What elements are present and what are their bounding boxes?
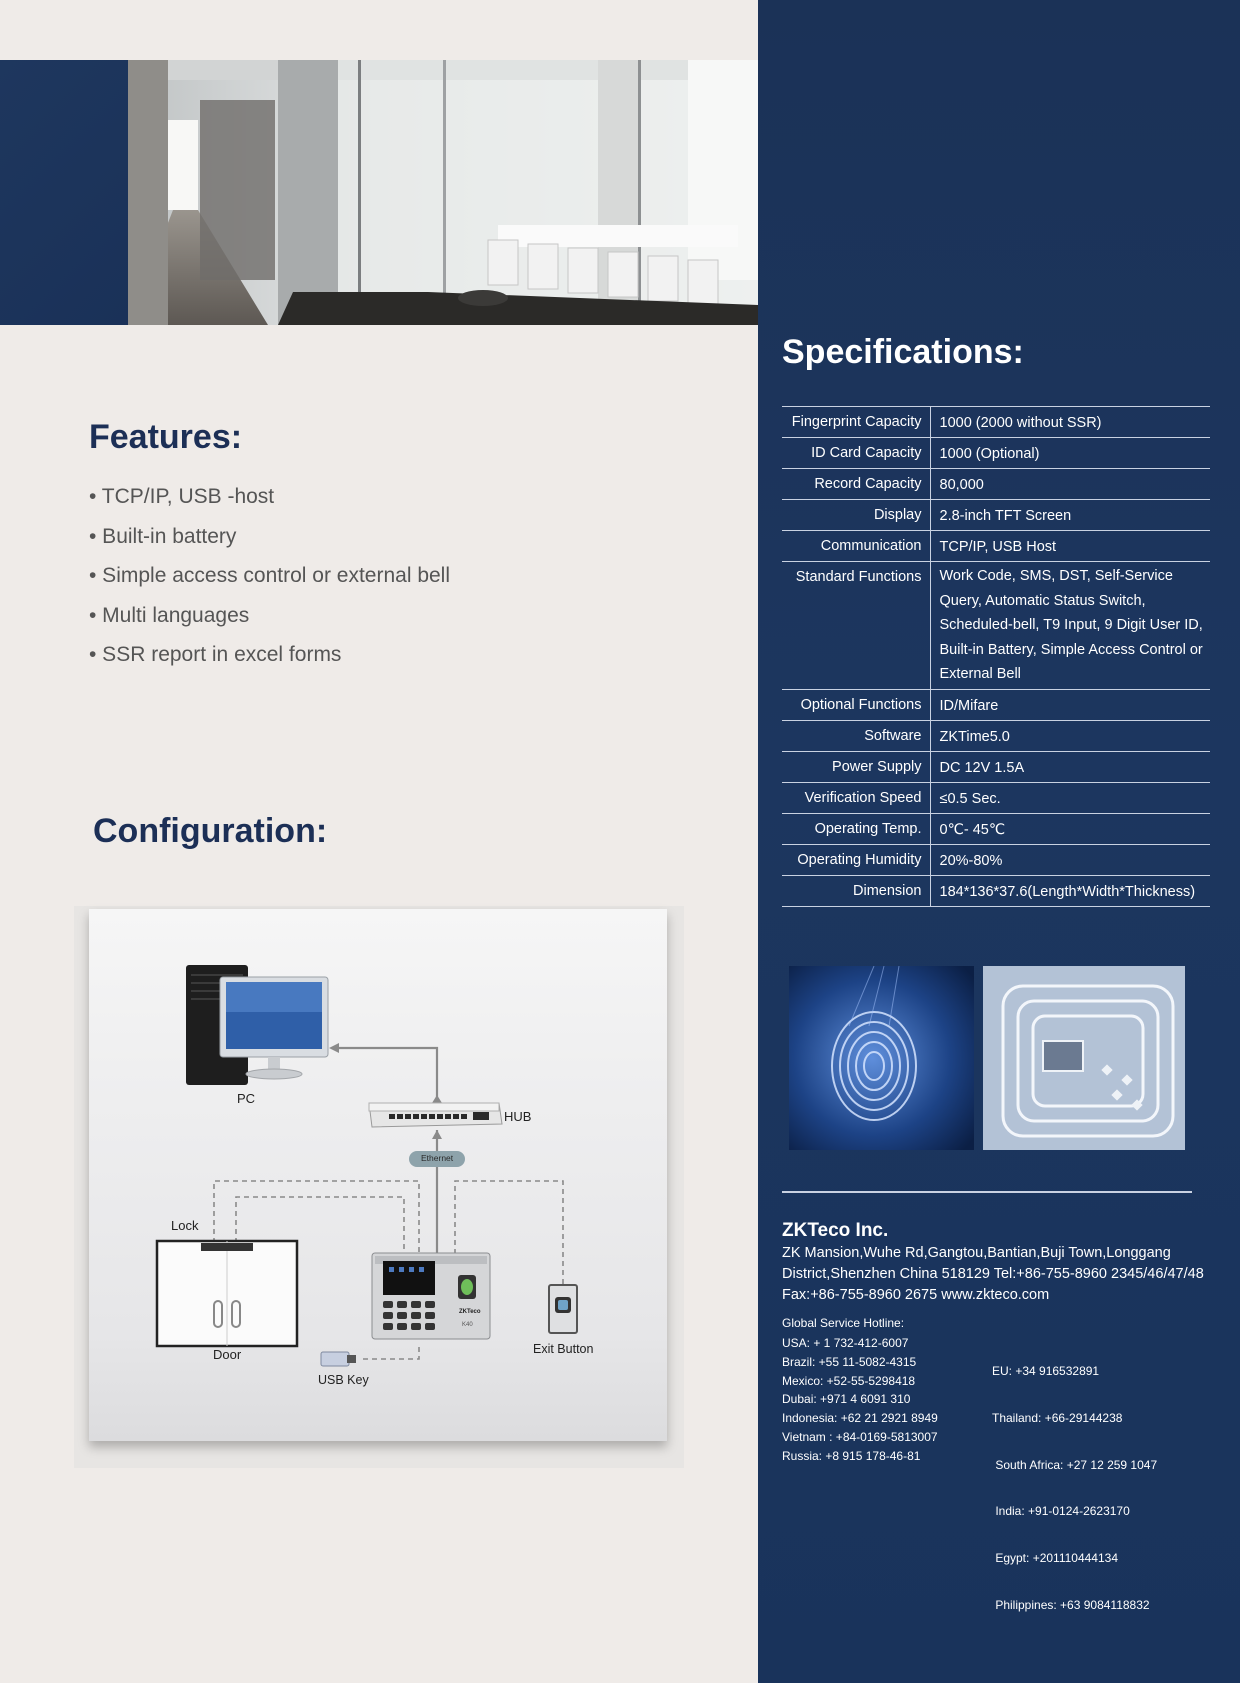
list-item: Thailand: +66-29144238 [992,1410,1123,1425]
table-row [782,689,1210,720]
list-item: Mexico: +52-55-5298418 [782,1373,916,1388]
spec-value: ≤0.5 Sec. [930,782,1210,813]
list-item: Brazil: +55 11-5082-4315 [782,1354,917,1369]
hotline-list-left [782,1335,938,1467]
list-item: • TCP/IP, USB -host [89,485,275,508]
table-row [782,469,1210,500]
spec-label: Standard Functions [782,562,930,690]
table-row [782,720,1210,751]
table-row [782,407,1210,438]
door-icon [157,1241,297,1346]
list-item: Indonesia: +62 21 2921 8949 [782,1411,938,1426]
device-model-label: K40 [462,1322,473,1328]
list-item: Egypt: +201110444134 [992,1551,1118,1566]
list-item: • Built-in battery [89,524,237,548]
spec-value: 2.8-inch TFT Screen [930,500,1210,531]
table-row [782,782,1210,813]
hub-label: HUB [504,1109,532,1124]
exit-button-label: Exit Button [533,1342,594,1356]
spec-label: Power Supply [782,751,930,782]
spec-label: ID Card Capacity [782,438,930,469]
spec-value: 80,000 [930,469,1210,500]
address-line: Fax:+86-755-8960 2675 www.zkteco.com [782,1287,1050,1303]
specifications-heading: Specifications: [782,333,1024,371]
spec-value: 1000 (Optional) [930,438,1210,469]
spec-label: Fingerprint Capacity [782,407,930,438]
pc-label: PC [237,1091,256,1106]
spec-value: ZKTime5.0 [930,720,1210,751]
list-item: Philippines: +63 9084118832 [992,1597,1150,1612]
specifications-table [782,406,1210,907]
list-item: • Multi languages [89,603,250,627]
address-line: ZK Mansion,Wuhe Rd,Gangtou,Bantian,Buji Town,Longgang [782,1245,1171,1261]
spec-label: Verification Speed [782,782,930,813]
pc-icon [186,965,328,1085]
device-brand-label: ZKTeco [459,1309,481,1315]
list-item: India: +91-0124-2623170 [992,1504,1130,1519]
hero-navy-block [0,60,128,325]
list-item: • SSR report in excel forms [89,643,342,666]
spec-label: Dimension [782,875,930,906]
list-item: • Simple access control or external bell [89,564,451,587]
rfid-chip-image [983,966,1185,1150]
usb-key-icon [321,1352,356,1366]
table-row [782,875,1210,906]
configuration-heading: Configuration: [93,812,328,850]
table-row [782,562,1210,690]
address-line: District,Shenzhen China 518129 Tel:+86-755-8960 2345/46/47/48 [782,1266,1204,1282]
list-item: Vietnam : +84-0169-5813007 [782,1429,938,1444]
spec-label: Display [782,500,930,531]
features-heading: Features: [89,418,243,456]
office-corridor-photo [128,60,758,325]
table-row [782,500,1210,531]
list-item: USA: + 1 732-412-6007 [782,1336,909,1350]
hotline-heading: Global Service Hotline: [782,1316,905,1330]
spec-label: Optional Functions [782,689,930,720]
lock-label: Lock [171,1218,199,1233]
exit-button-icon [549,1285,577,1333]
spec-value: 1000 (2000 without SSR) [930,407,1210,438]
table-row [782,813,1210,844]
contact-divider [782,1191,1192,1193]
table-row [782,844,1210,875]
hub-icon [369,1103,502,1127]
spec-value: DC 12V 1.5A [930,751,1210,782]
spec-label: Operating Temp. [782,813,930,844]
list-item: EU: +34 916532891 [992,1364,1100,1378]
spec-label: Software [782,720,930,751]
list-item: Dubai: +971 4 6091 310 [782,1392,911,1407]
spec-label: Operating Humidity [782,844,930,875]
features-list [89,482,450,680]
spec-value: 20%-80% [930,844,1210,875]
table-row [782,438,1210,469]
company-address [782,1243,1232,1306]
fingerprint-image [789,966,974,1150]
usb-key-label: USB Key [318,1373,369,1387]
configuration-diagram [89,909,667,1441]
company-name: ZKTeco Inc. [782,1220,889,1241]
list-item: Russia: +8 915 178-46-81 [782,1448,921,1463]
table-row [782,751,1210,782]
spec-value: 184*136*37.6(Length*Width*Thickness) [930,875,1210,906]
ethernet-label: Ethernet [421,1153,454,1163]
spec-value: Work Code, SMS, DST, Self-Service Query, Automatic Status Switch, Scheduled-bell, T9 Input, 9 Digit User ID, Built-in Battery, Simple Access Control or External Bell [930,562,1210,690]
hotline-list-right [992,1335,1157,1630]
spec-label: Record Capacity [782,469,930,500]
spec-value: 0℃- 45℃ [930,813,1210,844]
list-item: South Africa: +27 12 259 1047 [992,1457,1158,1472]
door-label: Door [213,1347,242,1362]
table-row [782,531,1210,562]
spec-value: TCP/IP, USB Host [930,531,1210,562]
spec-label: Communication [782,531,930,562]
spec-value: ID/Mifare [930,689,1210,720]
